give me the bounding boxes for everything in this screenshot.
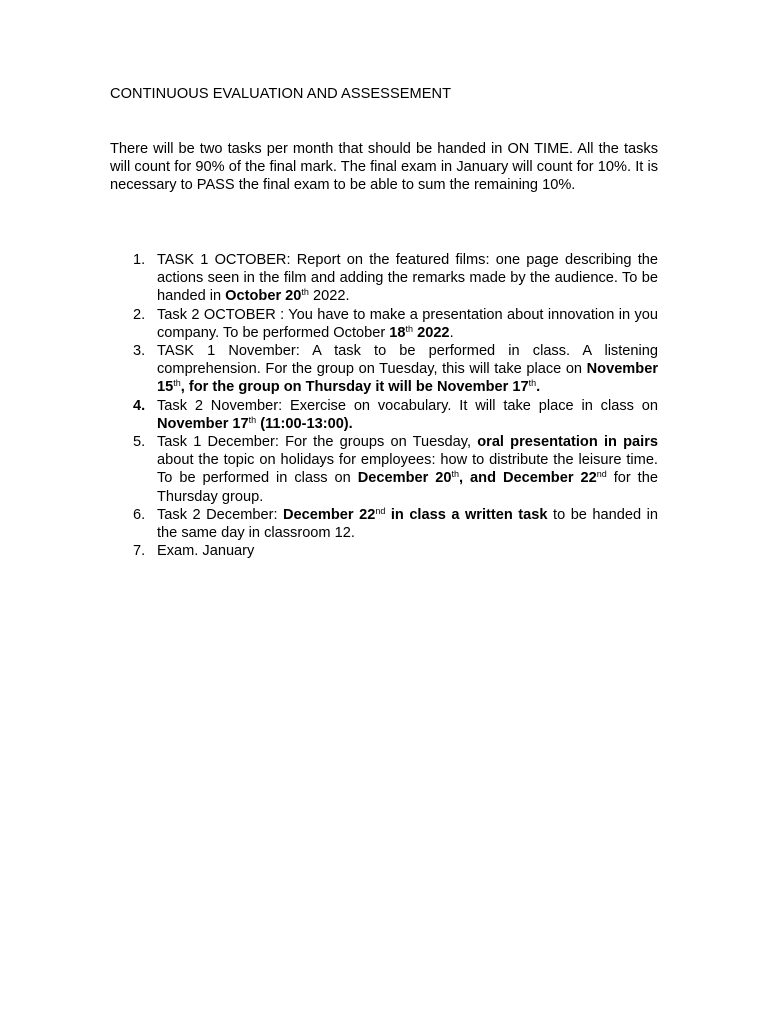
task-bold-text: , for the group on Thursday it will be November 17 — [180, 379, 529, 396]
task-number: 2. — [133, 306, 146, 323]
task-bold-text: in class a written task — [385, 506, 548, 523]
ordinal-suffix: nd — [375, 505, 386, 516]
task-text: Task 2 OCTOBER : You have to make a presentation about innovation in you company. To be performed October — [157, 306, 658, 341]
task-number: 1. — [133, 252, 146, 268]
ordinal-suffix: th — [405, 323, 414, 334]
task-date: December 20 — [357, 470, 452, 487]
task-text: for the Thursday group. — [157, 470, 658, 505]
task-date: November 15 — [157, 361, 658, 396]
task-text: Task 2 December: — [157, 506, 284, 523]
task-number: 5. — [133, 434, 146, 451]
task-number: 7. — [133, 543, 146, 560]
intro-paragraph: There will be two tasks per month that should be handed in ON TIME. All the tasks will count for 90% of the final mark. The final exam in January will count for 10%. It is necessary to PASS the final exam to be able to sum the remaining 10%. — [110, 141, 658, 194]
task-number: 4. — [133, 397, 146, 414]
task-item-3 — [133, 342, 658, 397]
task-item-1 — [133, 251, 658, 306]
task-text: . — [449, 324, 454, 341]
task-text: Exam. January — [157, 543, 255, 560]
ordinal-suffix: th — [301, 287, 309, 298]
ordinal-suffix: th — [248, 414, 257, 425]
task-item-7 — [133, 542, 658, 560]
task-item-5 — [133, 433, 658, 506]
ordinal-suffix: th — [451, 469, 460, 480]
task-list — [133, 251, 658, 560]
task-text: Task 1 December: For the groups on Tuesday, — [157, 434, 478, 451]
task-bold-text: oral presentation in pairs — [477, 434, 658, 451]
task-text: to be handed in the same day in classroom 12. — [157, 506, 658, 542]
ordinal-suffix: nd — [596, 469, 607, 480]
task-date: November 17 — [157, 415, 249, 432]
task-item-2 — [133, 306, 658, 342]
task-text: TASK 1 OCTOBER: Report on the featured films: one page describing the actions seen in the film and adding the remarks made by the audience. To be handed in — [157, 252, 658, 305]
task-text: 2022. — [308, 288, 350, 305]
task-date: October 20 — [225, 288, 302, 305]
document-heading: CONTINUOUS EVALUATION AND ASSESSEMENT — [110, 86, 452, 102]
task-date: , and December 22 — [459, 470, 597, 487]
task-bold-text: . — [536, 379, 541, 396]
task-time: (11:00-13:00). — [256, 415, 353, 432]
task-date: 18 — [389, 324, 406, 341]
task-number: 6. — [133, 506, 146, 523]
ordinal-suffix: th — [173, 378, 181, 389]
task-text: TASK 1 November: A task to be performed in class. A listening comprehension. For the group on Tuesday, this will take place on — [157, 343, 658, 378]
task-number: 3. — [133, 343, 146, 360]
ordinal-suffix: th — [528, 378, 537, 389]
task-year: 2022 — [413, 324, 450, 341]
task-item-4 — [133, 397, 658, 433]
task-date: December 22 — [283, 506, 376, 523]
task-text: about the topic on holidays for employees: how to distribute the leisure time. To be performed in class on — [157, 452, 658, 487]
task-item-6 — [133, 505, 658, 542]
task-text: Task 2 November: Exercise on vocabulary. It will take place in class on — [157, 397, 658, 414]
